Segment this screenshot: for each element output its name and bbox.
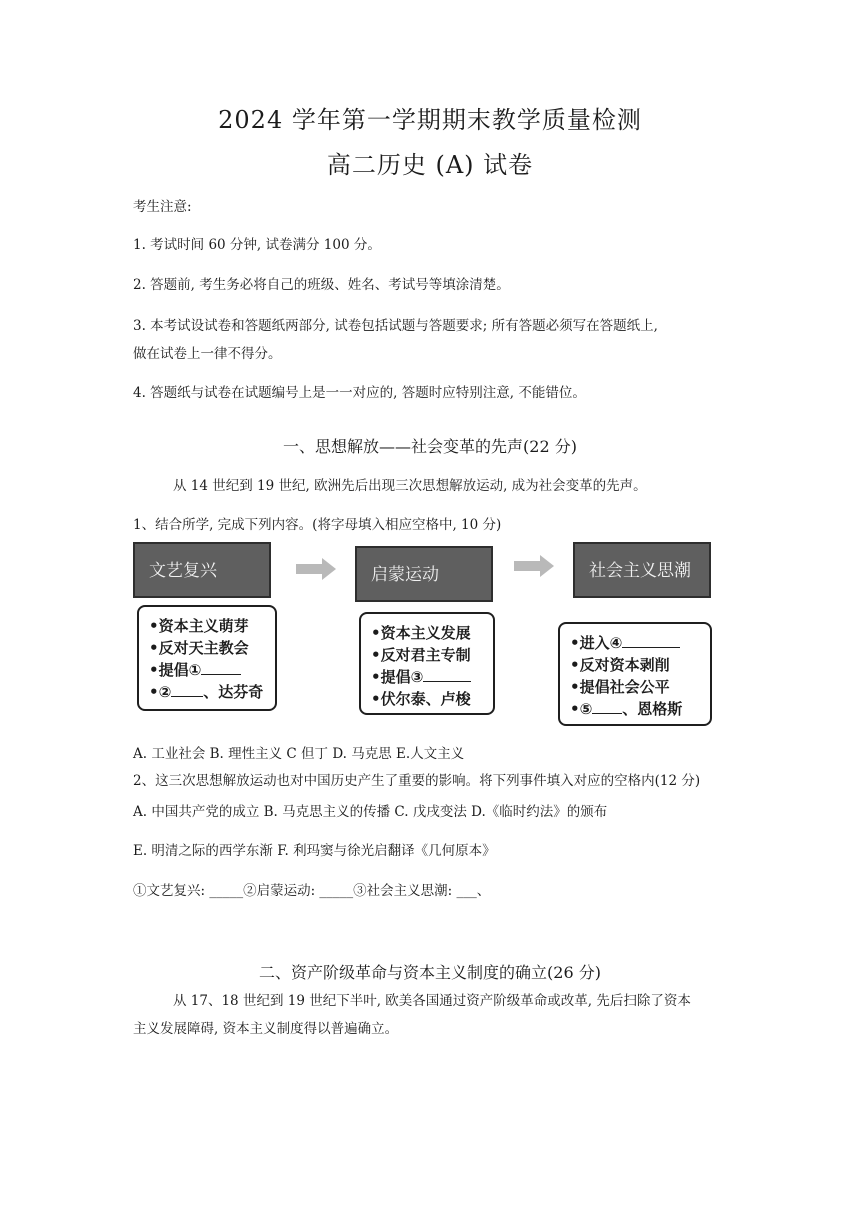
exam-subtitle: 高二历史 (A) 试卷	[326, 151, 534, 179]
list-item: •提倡③	[371, 666, 493, 688]
notice-item-1: 1. 考试时间 60 分钟, 试卷满分 100 分。	[133, 237, 381, 253]
question1-options: A. 工业社会 B. 理性主义 C 但丁 D. 马克思 E.人文主义	[133, 746, 465, 762]
notice-item-3-cont: 做在试卷上一律不得分。	[133, 346, 282, 362]
notice-item-3: 3. 本考试设试卷和答题纸两部分, 试卷包括试题与答题要求; 所有答题必须写在答题纸上,	[133, 318, 658, 334]
question2-prompt: 2、这三次思想解放运动也对中国历史产生了重要的影响。将下列事件填入对应的空格内(12 分)	[133, 773, 701, 789]
list-item: •资本主义萌芽	[149, 617, 249, 635]
question2-options-2: E. 明清之际的西学东渐 F. 利玛窦与徐光启翻译《几何原本》	[133, 843, 496, 859]
answer-blank[interactable]	[592, 699, 622, 714]
answer-blank[interactable]	[423, 667, 471, 682]
section2-intro-line1: 从 17、18 世纪到 19 世纪下半叶, 欧美各国通过资产阶级革命或改革, 先后扫除了资本	[173, 993, 691, 1009]
list-box-renaissance	[137, 605, 277, 711]
question2-options-1: A. 中国共产党的成立 B. 马克思主义的传播 C. 戊戌变法 D.《临时约法》的颁布	[133, 804, 608, 820]
answer-blank[interactable]	[201, 660, 241, 675]
list-item: •② 、达芬奇	[149, 683, 264, 701]
answer-blank[interactable]	[171, 682, 203, 697]
answer-blank[interactable]	[622, 633, 680, 648]
section2-title: 二、资产阶级革命与资本主义制度的确立(26 分)	[259, 963, 601, 982]
notice-heading: 考生注意:	[133, 199, 192, 215]
list-box-socialism	[558, 622, 712, 726]
list-box-enlightenment	[359, 612, 495, 715]
exam-title: 2024 学年第一学期期末教学质量检测	[218, 106, 642, 134]
question2-blanks: ①文艺复兴: _____②启蒙运动: _____③社会主义思潮: ___、	[133, 883, 491, 899]
list-item: •反对资本剥削	[570, 656, 670, 674]
section1-title: 一、思想解放——社会变革的先声(22 分)	[283, 437, 577, 456]
list-item: •提倡①	[149, 659, 275, 681]
section1-intro: 从 14 世纪到 19 世纪, 欧洲先后出现三次思想解放运动, 成为社会变革的先声。	[173, 478, 647, 494]
question1-prompt: 1、结合所学, 完成下列内容。(将字母填入相应空格中, 10 分)	[133, 517, 502, 533]
list-item: •进入④	[570, 632, 710, 654]
notice-item-4: 4. 答题纸与试卷在试题编号上是一一对应的, 答题时应特别注意, 不能错位。	[133, 385, 586, 401]
list-item: •反对君主专制	[371, 646, 471, 664]
list-item: •提倡社会公平	[570, 678, 670, 696]
box-header-socialism: 社会主义思潮	[573, 542, 711, 598]
section2-intro-line2: 主义发展障碍, 资本主义制度得以普遍确立。	[133, 1021, 399, 1037]
list-item: •资本主义发展	[371, 624, 471, 642]
box-header-enlightenment: 启蒙运动	[355, 546, 493, 602]
box-header-renaissance: 文艺复兴	[133, 542, 271, 598]
notice-item-2: 2. 答题前, 考生务必将自己的班级、姓名、考试号等填涂清楚。	[133, 277, 510, 293]
list-item: •反对天主教会	[149, 639, 249, 657]
list-item: •⑤ 、恩格斯	[570, 700, 683, 718]
list-item: •伏尔泰、卢梭	[371, 690, 471, 708]
